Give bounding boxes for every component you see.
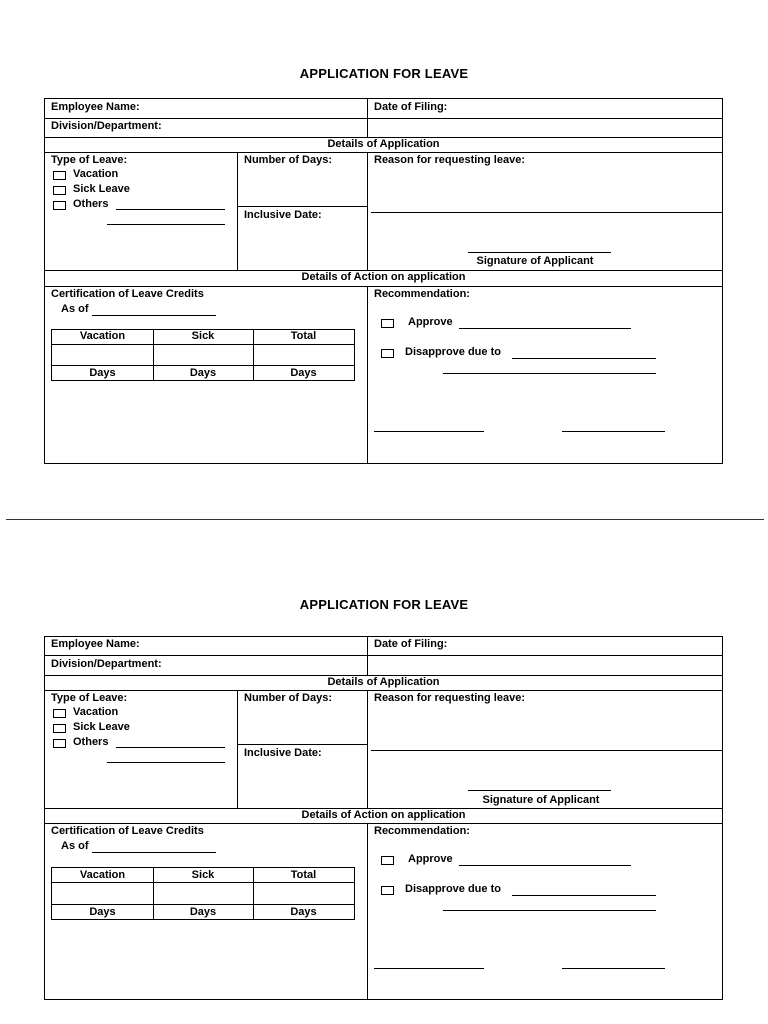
details-action-header: Details of Action on application (301, 809, 466, 821)
details-application-header: Details of Application (327, 676, 440, 688)
recommendation-label: Recommendation: (374, 288, 470, 300)
vacation-option-label: Vacation (73, 706, 119, 718)
credits-unit-sick: Days (189, 906, 217, 918)
employee-name-label: Employee Name: (51, 638, 140, 650)
credits-table (51, 867, 355, 920)
certification-label: Certification of Leave Credits (51, 825, 204, 837)
form-title: APPLICATION FOR LEAVE (299, 597, 469, 612)
credits-unit-sick: Days (189, 367, 217, 379)
inclusive-date-label: Inclusive Date: (244, 747, 322, 759)
credits-table (51, 329, 355, 381)
disapprove-label: Disapprove due to (405, 346, 501, 358)
disapprove-line-1[interactable] (512, 358, 656, 359)
disapprove-line-1[interactable] (512, 895, 656, 896)
employee-name-label: Employee Name: (51, 101, 140, 113)
disapprove-line-2[interactable] (443, 910, 656, 911)
signatory-line-left[interactable] (374, 968, 484, 969)
certification-label: Certification of Leave Credits (51, 288, 204, 300)
others-line-1[interactable] (116, 209, 225, 210)
signatory-line-right[interactable] (562, 968, 665, 969)
reason-label: Reason for requesting leave: (374, 154, 525, 166)
approve-checkbox[interactable] (381, 319, 394, 328)
others-option-label: Others (73, 198, 109, 210)
sick-leave-option-label: Sick Leave (73, 183, 130, 195)
signature-line[interactable] (468, 252, 611, 253)
credits-unit-vacation: Days (89, 906, 116, 918)
leave-form-1 (0, 64, 768, 484)
date-of-filing-label: Date of Filing: (374, 101, 448, 113)
division-label: Division/Department: (51, 658, 162, 670)
reason-label: Reason for requesting leave: (374, 692, 525, 704)
approve-label: Approve (408, 316, 453, 328)
approve-line[interactable] (459, 328, 631, 329)
inclusive-date-label: Inclusive Date: (244, 209, 322, 221)
others-checkbox[interactable] (53, 739, 66, 748)
as-of-label: As of (61, 840, 89, 852)
approve-line[interactable] (459, 865, 631, 866)
disapprove-label: Disapprove due to (405, 883, 501, 895)
others-line-2[interactable] (107, 762, 225, 763)
number-of-days-label: Number of Days: (244, 154, 333, 166)
credits-header-vacation: Vacation (79, 330, 126, 342)
type-of-leave-label: Type of Leave: (51, 154, 128, 166)
credits-header-sick: Sick (191, 869, 215, 881)
disapprove-checkbox[interactable] (381, 886, 394, 895)
reason-line[interactable] (371, 750, 722, 751)
form-frame (44, 636, 723, 1000)
reason-line[interactable] (371, 212, 722, 213)
others-option-label: Others (73, 736, 109, 748)
approve-checkbox[interactable] (381, 856, 394, 865)
form-title: APPLICATION FOR LEAVE (299, 66, 469, 81)
division-label: Division/Department: (51, 120, 162, 132)
vacation-checkbox[interactable] (53, 709, 66, 718)
as-of-label: As of (61, 303, 89, 315)
sick-leave-checkbox[interactable] (53, 186, 66, 195)
as-of-line[interactable] (92, 315, 216, 316)
details-action-header: Details of Action on application (301, 271, 466, 283)
credits-unit-total: Days (290, 367, 317, 379)
signatory-line-right[interactable] (562, 431, 665, 432)
date-of-filing-label: Date of Filing: (374, 638, 448, 650)
sick-leave-option-label: Sick Leave (73, 721, 130, 733)
form-frame (44, 98, 723, 464)
signature-label: Signature of Applicant (476, 255, 594, 267)
credits-header-vacation: Vacation (79, 869, 126, 881)
recommendation-label: Recommendation: (374, 825, 470, 837)
as-of-line[interactable] (92, 852, 216, 853)
approve-label: Approve (408, 853, 453, 865)
credits-header-total: Total (290, 869, 317, 881)
leave-form-2 (0, 595, 768, 1015)
credits-header-sick: Sick (191, 330, 215, 342)
credits-unit-total: Days (290, 906, 317, 918)
vacation-option-label: Vacation (73, 168, 119, 180)
credits-unit-vacation: Days (89, 367, 116, 379)
details-application-header: Details of Application (327, 138, 440, 150)
sick-leave-checkbox[interactable] (53, 724, 66, 733)
signatory-line-left[interactable] (374, 431, 484, 432)
credits-header-total: Total (290, 330, 317, 342)
signature-line[interactable] (468, 790, 611, 791)
others-line-1[interactable] (116, 747, 225, 748)
others-checkbox[interactable] (53, 201, 66, 210)
disapprove-checkbox[interactable] (381, 349, 394, 358)
signature-label: Signature of Applicant (482, 794, 600, 806)
number-of-days-label: Number of Days: (244, 692, 333, 704)
disapprove-line-2[interactable] (443, 373, 656, 374)
others-line-2[interactable] (107, 224, 225, 225)
type-of-leave-label: Type of Leave: (51, 692, 128, 704)
page-divider (6, 519, 764, 520)
vacation-checkbox[interactable] (53, 171, 66, 180)
